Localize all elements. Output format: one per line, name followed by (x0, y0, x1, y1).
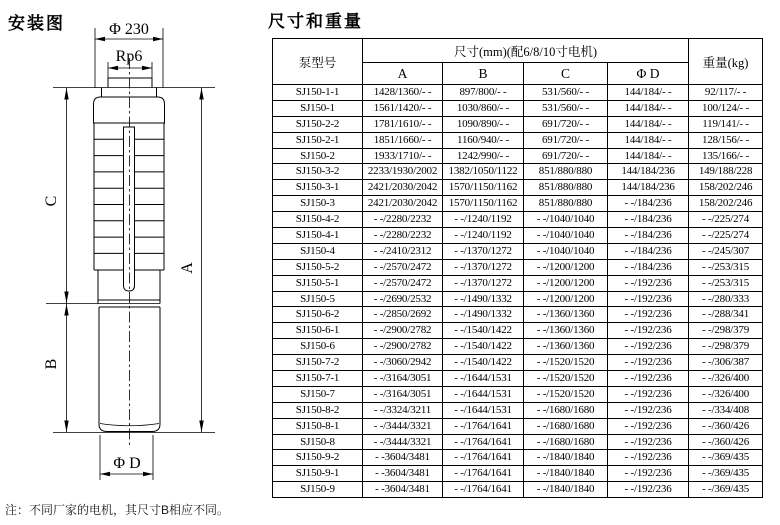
table-row (273, 291, 763, 307)
cable-guard (124, 127, 135, 291)
table-cell-model: SJ150-5-1 (273, 275, 363, 291)
table-cell-c: - -/1840/1840 (524, 482, 608, 498)
table-cell-a: - -/3324/3211 (363, 402, 443, 418)
table-cell-c: - -/1360/1360 (524, 307, 608, 323)
table-cell-d: - -/192/236 (608, 466, 689, 482)
table-cell-c: 691/720/- - (524, 132, 608, 148)
installation-diagram-title: 安装图 (8, 14, 65, 33)
label-dim-c: C (43, 195, 60, 207)
label-diameter-d: Φ D (113, 455, 141, 472)
arrow-dd-left (100, 472, 110, 476)
table-cell-w: - -/360/426 (689, 418, 763, 434)
table-cell-c: - -/1200/1200 (524, 291, 608, 307)
arrow-c-top (64, 88, 68, 100)
table-cell-d: - -/192/236 (608, 307, 689, 323)
footnote: 注：不同厂家的电机，其尺寸B相应不同。 (5, 503, 230, 517)
table-cell-c: - -/1680/1680 (524, 418, 608, 434)
table-row (273, 212, 763, 228)
arrow-b-bottom (64, 421, 68, 433)
table-cell-model: SJ150-3 (273, 196, 363, 212)
table-cell-c: - -/1200/1200 (524, 275, 608, 291)
table-cell-w: - -/245/307 (689, 243, 763, 259)
table-title: 尺寸和重量 (268, 12, 363, 31)
table-cell-c: - -/1680/1680 (524, 402, 608, 418)
arrow-d230-left (95, 37, 105, 41)
table-cell-d: - -/192/236 (608, 450, 689, 466)
table-cell-b: - -/1370/1272 (443, 275, 524, 291)
table-cell-a: - -/3444/3321 (363, 434, 443, 450)
dimensions-weight-table (272, 38, 763, 498)
table-cell-a: 1428/1360/- - (363, 85, 443, 101)
table-cell-b: - -/1764/1641 (443, 434, 524, 450)
table-cell-a: - -/2280/2232 (363, 212, 443, 228)
table-row (273, 402, 763, 418)
table-cell-a: 2421/2030/2042 (363, 180, 443, 196)
table-cell-d: - -/192/236 (608, 386, 689, 402)
table-row (273, 450, 763, 466)
col-header-d: Φ D (608, 63, 689, 85)
arrow-d230-right (153, 37, 163, 41)
table-cell-d: - -/184/236 (608, 196, 689, 212)
table-cell-c: - -/1040/1040 (524, 212, 608, 228)
table-cell-b: - -/1370/1272 (443, 259, 524, 275)
table-cell-c: 691/720/- - (524, 148, 608, 164)
arrow-rp6-right (142, 66, 152, 70)
table-cell-c: 851/880/880 (524, 180, 608, 196)
table-cell-model: SJ150-7-1 (273, 371, 363, 387)
table-cell-b: 1090/890/- - (443, 116, 524, 132)
table-row (273, 418, 763, 434)
table-cell-w: - -/326/400 (689, 371, 763, 387)
table-cell-d: 144/184/- - (608, 100, 689, 116)
table-row (273, 323, 763, 339)
table-cell-a: - -/3164/3051 (363, 386, 443, 402)
table-cell-c: - -/1520/1520 (524, 355, 608, 371)
table-cell-c: - -/1040/1040 (524, 228, 608, 244)
table-cell-d: - -/192/236 (608, 402, 689, 418)
table-cell-d: - -/192/236 (608, 275, 689, 291)
table-cell-a: - -/3060/2942 (363, 355, 443, 371)
table-cell-b: - -/1540/1422 (443, 355, 524, 371)
table-row (273, 243, 763, 259)
table-cell-a: - -/2900/2782 (363, 339, 443, 355)
table-cell-c: - -/1040/1040 (524, 243, 608, 259)
table-cell-a: - -/2850/2692 (363, 307, 443, 323)
table-cell-a: - -3604/3481 (363, 466, 443, 482)
table-cell-w: 119/141/- - (689, 116, 763, 132)
table-cell-model: SJ150-8-1 (273, 418, 363, 434)
table-cell-w: - -/369/435 (689, 450, 763, 466)
table-cell-w: - -/334/408 (689, 402, 763, 418)
table-row (273, 371, 763, 387)
table-cell-model: SJ150-3-1 (273, 180, 363, 196)
table-cell-a: - -/2570/2472 (363, 259, 443, 275)
table-cell-w: - -/253/315 (689, 259, 763, 275)
table-cell-d: - -/192/236 (608, 323, 689, 339)
table-cell-c: - -/1200/1200 (524, 259, 608, 275)
col-header-weight: 重量(kg) (689, 39, 763, 85)
table-cell-b: - -/1764/1641 (443, 450, 524, 466)
table-cell-a: 1561/1420/- - (363, 100, 443, 116)
table-cell-model: SJ150-1-1 (273, 85, 363, 101)
table-cell-w: - -/369/435 (689, 482, 763, 498)
arrow-rp6-left (108, 66, 118, 70)
table-row (273, 482, 763, 498)
table-row (273, 164, 763, 180)
table-cell-b: - -/1490/1332 (443, 307, 524, 323)
table-cell-d: - -/192/236 (608, 355, 689, 371)
table-cell-w: 135/166/- - (689, 148, 763, 164)
table-row (273, 148, 763, 164)
table-cell-b: - -/1644/1531 (443, 402, 524, 418)
table-row (273, 466, 763, 482)
table-cell-b: 1030/860/- - (443, 100, 524, 116)
arrow-a-top (199, 88, 203, 100)
table-cell-w: 149/188/228 (689, 164, 763, 180)
table-cell-model: SJ150-7-2 (273, 355, 363, 371)
table-cell-d: 144/184/- - (608, 132, 689, 148)
table-row (273, 307, 763, 323)
pump-bowl (94, 97, 165, 123)
table-cell-model: SJ150-8-2 (273, 402, 363, 418)
table-cell-a: - -3604/3481 (363, 482, 443, 498)
discharge-cap (108, 78, 152, 88)
table-cell-model: SJ150-8 (273, 434, 363, 450)
table-cell-b: - -/1490/1332 (443, 291, 524, 307)
table-cell-d: - -/192/236 (608, 482, 689, 498)
table-cell-a: - -/2690/2532 (363, 291, 443, 307)
table-cell-d: 144/184/- - (608, 85, 689, 101)
table-cell-c: 531/560/- - (524, 100, 608, 116)
table-cell-b: 1570/1150/1162 (443, 180, 524, 196)
discharge-neck (102, 88, 157, 98)
table-cell-a: - -/2280/2232 (363, 228, 443, 244)
table-cell-b: 1160/940/- - (443, 132, 524, 148)
table-cell-w: 158/202/246 (689, 196, 763, 212)
table-cell-w: - -/298/379 (689, 323, 763, 339)
table-cell-model: SJ150-4-2 (273, 212, 363, 228)
table-cell-d: - -/192/236 (608, 371, 689, 387)
table-cell-w: - -/225/274 (689, 212, 763, 228)
table-cell-w: 158/202/246 (689, 180, 763, 196)
table-cell-model: SJ150-2 (273, 148, 363, 164)
table-row (273, 116, 763, 132)
table-cell-a: - -/3444/3321 (363, 418, 443, 434)
table-cell-c: 691/720/- - (524, 116, 608, 132)
table-cell-d: 144/184/- - (608, 148, 689, 164)
table-cell-model: SJ150-4 (273, 243, 363, 259)
table-row (273, 386, 763, 402)
table-cell-b: - -/1370/1272 (443, 243, 524, 259)
table-cell-c: - -/1840/1840 (524, 466, 608, 482)
table-cell-b: - -/1240/1192 (443, 228, 524, 244)
label-diameter-230: Φ 230 (109, 21, 149, 38)
table-row (273, 132, 763, 148)
table-cell-a: - -/2410/2312 (363, 243, 443, 259)
table-cell-c: - -/1840/1840 (524, 450, 608, 466)
table-cell-a: - -/2570/2472 (363, 275, 443, 291)
table-cell-b: 1570/1150/1162 (443, 196, 524, 212)
table-cell-a: 2233/1930/2002 (363, 164, 443, 180)
table-row (273, 339, 763, 355)
label-rp6: Rp6 (115, 48, 143, 65)
table-cell-model: SJ150-9 (273, 482, 363, 498)
table-cell-c: 851/880/880 (524, 164, 608, 180)
table-cell-model: SJ150-5-2 (273, 259, 363, 275)
table-row (273, 196, 763, 212)
table-cell-model: SJ150-6-1 (273, 323, 363, 339)
table-cell-a: - -/2900/2782 (363, 323, 443, 339)
table-cell-c: - -/1520/1520 (524, 386, 608, 402)
table-cell-d: - -/184/236 (608, 259, 689, 275)
table-cell-d: - -/192/236 (608, 339, 689, 355)
table-cell-d: 144/184/236 (608, 164, 689, 180)
table-row (273, 434, 763, 450)
table-cell-b: 897/800/- - (443, 85, 524, 101)
table-row (273, 100, 763, 116)
table-cell-w: 92/117/- - (689, 85, 763, 101)
table-cell-c: 531/560/- - (524, 85, 608, 101)
table-row (273, 275, 763, 291)
table-cell-model: SJ150-9-1 (273, 466, 363, 482)
table-cell-b: 1242/990/- - (443, 148, 524, 164)
table-cell-b: - -/1644/1531 (443, 386, 524, 402)
col-header-b: B (443, 63, 524, 85)
table-cell-c: - -/1360/1360 (524, 339, 608, 355)
table-cell-w: - -/326/400 (689, 386, 763, 402)
table-cell-w: - -/253/315 (689, 275, 763, 291)
table-cell-b: - -/1764/1641 (443, 482, 524, 498)
table-cell-b: 1382/1050/1122 (443, 164, 524, 180)
label-dim-a: A (179, 262, 196, 274)
table-cell-model: SJ150-4-1 (273, 228, 363, 244)
table-row (273, 180, 763, 196)
table-cell-model: SJ150-7 (273, 386, 363, 402)
pump-installation-diagram (0, 0, 268, 525)
col-header-c: C (524, 63, 608, 85)
arrow-c-bottom (64, 292, 68, 304)
table-cell-d: - -/192/236 (608, 434, 689, 450)
table-cell-w: - -/369/435 (689, 466, 763, 482)
table-cell-model: SJ150-5 (273, 291, 363, 307)
table-cell-model: SJ150-2-1 (273, 132, 363, 148)
table-cell-a: 1851/1660/- - (363, 132, 443, 148)
table-cell-b: - -/1540/1422 (443, 339, 524, 355)
table-row (273, 228, 763, 244)
table-cell-d: 144/184/- - (608, 116, 689, 132)
table-cell-a: 1781/1610/- - (363, 116, 443, 132)
table-cell-d: 144/184/236 (608, 180, 689, 196)
table-cell-a: 2421/2030/2042 (363, 196, 443, 212)
table-cell-d: - -/184/236 (608, 228, 689, 244)
table-cell-c: - -/1360/1360 (524, 323, 608, 339)
col-header-a: A (363, 63, 443, 85)
table-cell-d: - -/184/236 (608, 212, 689, 228)
table-cell-a: 1933/1710/- - (363, 148, 443, 164)
table-cell-d: - -/184/236 (608, 243, 689, 259)
table-cell-w: - -/225/274 (689, 228, 763, 244)
table-cell-b: - -/1240/1192 (443, 212, 524, 228)
table-cell-d: - -/192/236 (608, 291, 689, 307)
table-body (273, 85, 763, 498)
table-cell-w: - -/306/387 (689, 355, 763, 371)
table-cell-model: SJ150-6 (273, 339, 363, 355)
table-cell-w: - -/298/379 (689, 339, 763, 355)
table-cell-model: SJ150-9-2 (273, 450, 363, 466)
table-cell-c: - -/1520/1520 (524, 371, 608, 387)
table-cell-w: - -/360/426 (689, 434, 763, 450)
table-cell-b: - -/1764/1641 (443, 418, 524, 434)
table-cell-w: - -/280/333 (689, 291, 763, 307)
table-cell-w: - -/288/341 (689, 307, 763, 323)
table-cell-model: SJ150-2-2 (273, 116, 363, 132)
table-cell-b: - -/1764/1641 (443, 466, 524, 482)
table-cell-w: 128/156/- - (689, 132, 763, 148)
table-cell-c: 851/880/880 (524, 196, 608, 212)
table-cell-model: SJ150-1 (273, 100, 363, 116)
label-dim-b: B (43, 358, 60, 370)
table-cell-d: - -/192/236 (608, 418, 689, 434)
table-cell-b: - -/1540/1422 (443, 323, 524, 339)
table-cell-w: 100/124/- - (689, 100, 763, 116)
arrow-dd-right (143, 472, 153, 476)
table-row (273, 259, 763, 275)
table-cell-a: - -/3164/3051 (363, 371, 443, 387)
table-cell-c: - -/1680/1680 (524, 434, 608, 450)
table-row (273, 355, 763, 371)
table-cell-model: SJ150-6-2 (273, 307, 363, 323)
table-cell-model: SJ150-3-2 (273, 164, 363, 180)
arrow-a-bottom (199, 421, 203, 433)
col-header-model: 泵型号 (273, 39, 363, 85)
col-header-dims-group: 尺寸(mm)(配6/8/10寸电机) (363, 39, 689, 63)
table-cell-b: - -/1644/1531 (443, 371, 524, 387)
table-cell-a: - -3604/3481 (363, 450, 443, 466)
table-row (273, 85, 763, 101)
arrow-b-top (64, 304, 68, 316)
